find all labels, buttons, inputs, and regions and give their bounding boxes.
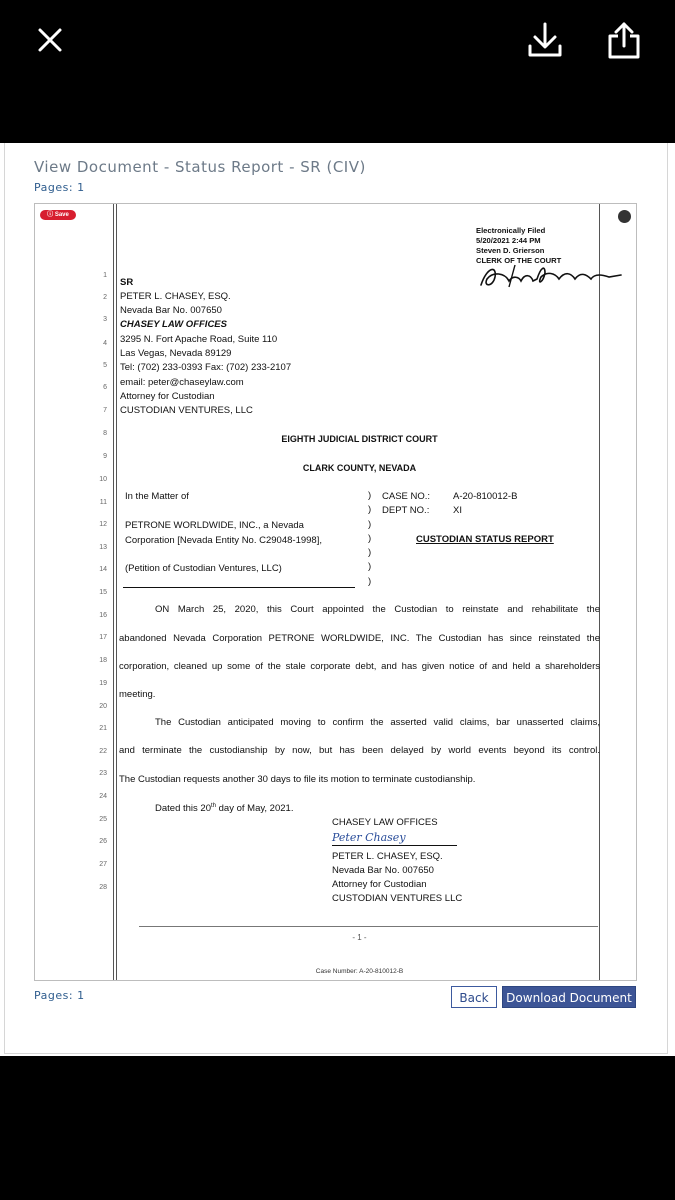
- caption-company: PETRONE WORLDWIDE, INC., a Nevada: [125, 520, 304, 531]
- line-number: 13: [99, 544, 107, 551]
- filed-line: 5/20/2021 2:44 PM: [476, 236, 541, 245]
- header-line: PETER L. CHASEY, ESQ.: [120, 291, 231, 302]
- dept-no-label: DEPT NO.:: [382, 505, 430, 516]
- line-number: 26: [99, 838, 107, 845]
- case-no: A-20-810012-B: [453, 491, 518, 502]
- line-number: 3: [103, 316, 107, 323]
- sig-line: PETER L. CHASEY, ESQ.: [332, 851, 443, 862]
- line-number: 14: [99, 566, 107, 573]
- line-number: 6: [103, 384, 107, 391]
- page-number: - 1 -: [352, 933, 367, 942]
- caption-matter: In the Matter of: [125, 491, 189, 502]
- dept-no: XI: [453, 505, 462, 516]
- line-number: 10: [99, 476, 107, 483]
- caption-brackets: ) ) ) ) ) ) ): [368, 490, 372, 587]
- back-button[interactable]: Back: [451, 986, 497, 1008]
- dated-sup: th: [210, 803, 216, 809]
- download-icon[interactable]: [525, 20, 565, 60]
- line-number: 22: [99, 748, 107, 755]
- pages-count-top: Pages: 1: [34, 181, 85, 194]
- line-number: 7: [103, 407, 107, 414]
- header-line: 3295 N. Fort Apache Road, Suite 110: [120, 334, 278, 345]
- document-title: CUSTODIAN STATUS REPORT: [416, 534, 554, 545]
- body-line: The Custodian requests another 30 days to file its motion to terminate custodianship.: [119, 774, 476, 785]
- body-line: corporation, cleaned up some of the stale corporate debt, and has given notice of and held a shareholders: [119, 661, 600, 672]
- header-line: Tel: (702) 233-0393 Fax: (702) 233-2107: [120, 362, 292, 373]
- header-line: email: peter@chaseylaw.com: [120, 377, 244, 388]
- line-number: 25: [99, 816, 107, 823]
- line-number: 11: [99, 499, 107, 506]
- case-no-label: CASE NO.:: [382, 491, 431, 502]
- line-number: 2: [103, 294, 107, 301]
- pages-count-bottom: Pages: 1: [34, 989, 85, 1002]
- margin-line-right: [599, 204, 600, 980]
- top-toolbar: [0, 0, 675, 143]
- dated-line: [155, 803, 293, 814]
- filed-line: Electronically Filed: [476, 226, 546, 235]
- document-page[interactable]: [34, 203, 637, 981]
- body-line: ON March 25, 2020, this Court appointed the Custodian to reinstate and rehabilitate the: [155, 604, 600, 615]
- download-document-button[interactable]: Download Document: [502, 986, 636, 1008]
- line-number: 9: [103, 453, 107, 460]
- clerk-signature: [475, 259, 625, 291]
- court-county: CLARK COUNTY, NEVADA: [302, 463, 417, 473]
- margin-line-left-2: [116, 204, 117, 980]
- margin-line-left-1: [113, 204, 114, 980]
- line-number: 15: [99, 589, 107, 596]
- line-number: 18: [99, 657, 107, 664]
- header-line: Nevada Bar No. 007650: [120, 305, 222, 316]
- body-line: abandoned Nevada Corporation PETRONE WORLDWIDE, INC. The Custodian has since reinstated the: [119, 633, 600, 644]
- dated-suffix: day of May, 2021.: [216, 803, 294, 815]
- line-number: 20: [99, 703, 107, 710]
- line-number: 5: [103, 362, 107, 369]
- header-line: CUSTODIAN VENTURES, LLC: [120, 405, 253, 416]
- share-icon[interactable]: [604, 20, 644, 60]
- line-number: 4: [103, 340, 107, 347]
- line-number: 28: [99, 884, 107, 891]
- dated-prefix: Dated this 20: [155, 803, 211, 815]
- header-line: Attorney for Custodian: [120, 391, 215, 402]
- page-options-icon[interactable]: [618, 210, 631, 223]
- caption-rule: [123, 587, 355, 588]
- filed-line: Steven D. Grierson: [476, 246, 545, 255]
- footer-rule: [139, 926, 598, 927]
- sig-firm: CHASEY LAW OFFICES: [332, 817, 438, 828]
- line-number: 12: [99, 521, 107, 528]
- line-number: 16: [99, 612, 107, 619]
- sig-line: Nevada Bar No. 007650: [332, 865, 434, 876]
- body-line: meeting.: [119, 689, 156, 700]
- line-number: 17: [99, 634, 107, 641]
- attorney-signature: Peter Chasey: [332, 831, 406, 844]
- footer-case-number: Case Number: A-20-810012-B: [315, 968, 404, 975]
- close-icon[interactable]: [30, 20, 70, 60]
- body-line: and terminate the custodianship by now, but has been delayed by world events beyond its control.: [119, 745, 600, 756]
- sig-line: Attorney for Custodian: [332, 879, 427, 890]
- line-number: 1: [103, 272, 107, 279]
- line-number: 27: [99, 861, 107, 868]
- save-badge[interactable]: ⓘ Save: [40, 210, 76, 220]
- caption-petition: (Petition of Custodian Ventures, LLC): [125, 563, 282, 574]
- signature-rule: [332, 845, 457, 846]
- filed-line: CLERK OF THE COURT: [476, 256, 562, 265]
- sig-line: CUSTODIAN VENTURES LLC: [332, 893, 463, 904]
- line-number: 24: [99, 793, 107, 800]
- line-number: 19: [99, 680, 107, 687]
- caption-company: Corporation [Nevada Entity No. C29048-1998],: [125, 535, 322, 546]
- header-line: Las Vegas, Nevada 89129: [120, 348, 232, 359]
- court-name: EIGHTH JUDICIAL DISTRICT COURT: [281, 434, 438, 444]
- viewer-title: View Document - Status Report - SR (CIV): [34, 158, 366, 176]
- line-number: 21: [99, 725, 107, 732]
- save-badge-label: Save: [54, 212, 69, 218]
- line-number: 23: [99, 770, 107, 777]
- body-line: The Custodian anticipated moving to confirm the asserted valid claims, bar unasserted claims,: [155, 717, 600, 728]
- header-line: CHASEY LAW OFFICES: [120, 319, 227, 330]
- line-number: 8: [103, 430, 107, 437]
- header-line: SR: [120, 277, 134, 288]
